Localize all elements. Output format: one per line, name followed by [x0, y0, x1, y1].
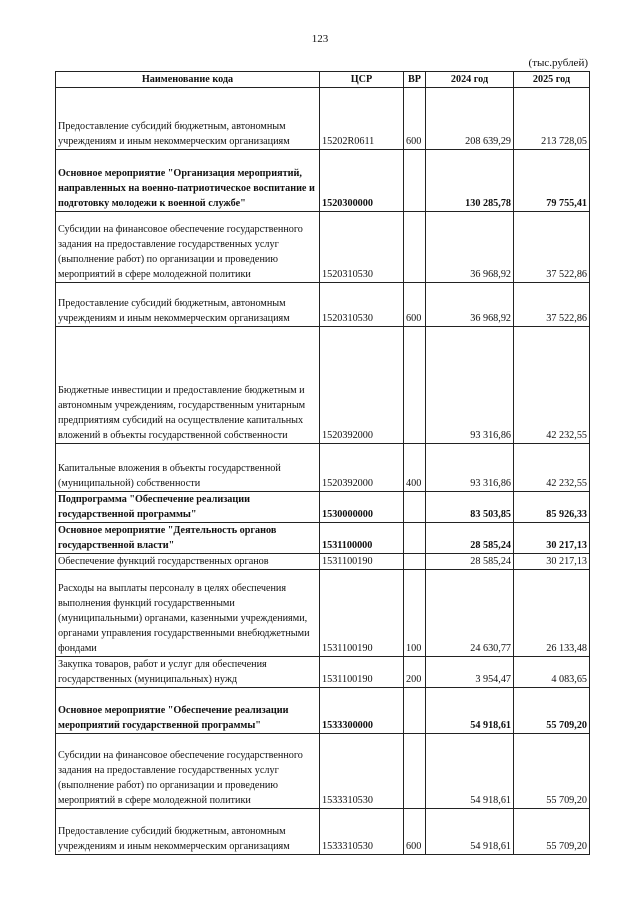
cell-vr	[404, 523, 426, 554]
cell-2024: 93 316,86	[426, 327, 514, 444]
table-row	[56, 150, 590, 212]
cell-2024: 3 954,47	[426, 657, 514, 688]
cell-name: Подпрограмма "Обеспечение реализации государственной программы"	[56, 492, 320, 523]
cell-2025: 55 709,20	[514, 734, 590, 809]
table-row	[56, 523, 590, 554]
table-row	[56, 554, 590, 570]
cell-csr: 1530000000	[320, 492, 404, 523]
cell-vr	[404, 212, 426, 283]
cell-vr	[404, 327, 426, 444]
table-row	[56, 809, 590, 855]
cell-vr: 600	[404, 809, 426, 855]
cell-name: Закупка товаров, работ и услуг для обеспечения государственных (муниципальных) нужд	[56, 657, 320, 688]
cell-name: Предоставление субсидий бюджетным, автономным учреждениям и иным некоммерческим организациям	[56, 809, 320, 855]
cell-csr: 1520392000	[320, 444, 404, 492]
cell-csr: 1520310530	[320, 212, 404, 283]
cell-name: Основное мероприятие "Организация мероприятий, направленных на военно-патриотическое воспитание и подготовку молодежи к военной службе"	[56, 150, 320, 212]
table-row	[56, 283, 590, 327]
header-csr: ЦСР	[320, 72, 404, 88]
cell-vr: 600	[404, 283, 426, 327]
table-body	[56, 88, 590, 855]
cell-2024: 54 918,61	[426, 688, 514, 734]
cell-2024: 54 918,61	[426, 734, 514, 809]
cell-name: Субсидии на финансовое обеспечение государственного задания на предоставление государственных услуг (выполнение работ) по организации и проведению мероприятий в сфере молодежной политики	[56, 734, 320, 809]
table-row	[56, 734, 590, 809]
cell-name: Основное мероприятие "Деятельность органов государственной власти"	[56, 523, 320, 554]
cell-2025: 213 728,05	[514, 88, 590, 150]
cell-2024: 36 968,92	[426, 283, 514, 327]
cell-vr	[404, 688, 426, 734]
cell-name: Расходы на выплаты персоналу в целях обеспечения выполнения функций государственными (муниципальными) органами, казенными учреждениями, органами управления государственными внебюджетными фондами	[56, 570, 320, 657]
table-row	[56, 688, 590, 734]
cell-2025: 37 522,86	[514, 212, 590, 283]
header-name: Наименование кода	[56, 72, 320, 88]
cell-2024: 93 316,86	[426, 444, 514, 492]
cell-csr: 1531100190	[320, 554, 404, 570]
cell-name: Предоставление субсидий бюджетным, автономным учреждениям и иным некоммерческим организациям	[56, 283, 320, 327]
cell-csr: 1531100190	[320, 657, 404, 688]
table-row	[56, 657, 590, 688]
cell-csr: 1533300000	[320, 688, 404, 734]
cell-csr: 1520300000	[320, 150, 404, 212]
cell-2025: 79 755,41	[514, 150, 590, 212]
cell-2025: 26 133,48	[514, 570, 590, 657]
cell-2024: 130 285,78	[426, 150, 514, 212]
cell-csr: 1533310530	[320, 734, 404, 809]
cell-name: Обеспечение функций государственных органов	[56, 554, 320, 570]
cell-2025: 55 709,20	[514, 688, 590, 734]
cell-2024: 28 585,24	[426, 523, 514, 554]
cell-2025: 30 217,13	[514, 554, 590, 570]
cell-vr: 400	[404, 444, 426, 492]
cell-csr: 1533310530	[320, 809, 404, 855]
header-2025: 2025 год	[514, 72, 590, 88]
cell-csr: 15202R0611	[320, 88, 404, 150]
cell-vr: 600	[404, 88, 426, 150]
cell-2025: 42 232,55	[514, 327, 590, 444]
table-row	[56, 212, 590, 283]
cell-csr: 1531100190	[320, 570, 404, 657]
cell-vr	[404, 492, 426, 523]
cell-vr	[404, 150, 426, 212]
cell-vr: 100	[404, 570, 426, 657]
table-row	[56, 444, 590, 492]
cell-2025: 55 709,20	[514, 809, 590, 855]
cell-csr: 1520310530	[320, 283, 404, 327]
cell-vr	[404, 734, 426, 809]
table-header-row	[56, 72, 590, 88]
cell-2025: 85 926,33	[514, 492, 590, 523]
cell-csr: 1531100000	[320, 523, 404, 554]
page-number: 123	[311, 33, 329, 45]
cell-2025: 30 217,13	[514, 523, 590, 554]
table-row	[56, 492, 590, 523]
cell-2024: 208 639,29	[426, 88, 514, 150]
cell-2024: 83 503,85	[426, 492, 514, 523]
header-2024: 2024 год	[426, 72, 514, 88]
cell-vr: 200	[404, 657, 426, 688]
budget-table	[55, 71, 590, 855]
cell-2024: 36 968,92	[426, 212, 514, 283]
cell-2025: 37 522,86	[514, 283, 590, 327]
header-vr: ВР	[404, 72, 426, 88]
table-row	[56, 570, 590, 657]
cell-2024: 24 630,77	[426, 570, 514, 657]
cell-2024: 28 585,24	[426, 554, 514, 570]
table-row	[56, 88, 590, 150]
cell-csr: 1520392000	[320, 327, 404, 444]
cell-name: Бюджетные инвестиции и предоставление бюджетным и автономным учреждениям, государственным унитарным предприятиям субсидий на осуществление капитальных вложений в объекты государственной собственности	[56, 327, 320, 444]
table-row	[56, 327, 590, 444]
cell-name: Предоставление субсидий бюджетным, автономным учреждениям и иным некоммерческим организациям	[56, 88, 320, 150]
cell-vr	[404, 554, 426, 570]
cell-name: Основное мероприятие "Обеспечение реализации мероприятий государственной программы"	[56, 688, 320, 734]
cell-2025: 42 232,55	[514, 444, 590, 492]
cell-name: Капитальные вложения в объекты государственной (муниципальной) собственности	[56, 444, 320, 492]
cell-2025: 4 083,65	[514, 657, 590, 688]
units-label: (тыс.рублей)	[528, 57, 588, 69]
cell-2024: 54 918,61	[426, 809, 514, 855]
cell-name: Субсидии на финансовое обеспечение государственного задания на предоставление государственных услуг (выполнение работ) по организации и проведению мероприятий в сфере молодежной политики	[56, 212, 320, 283]
